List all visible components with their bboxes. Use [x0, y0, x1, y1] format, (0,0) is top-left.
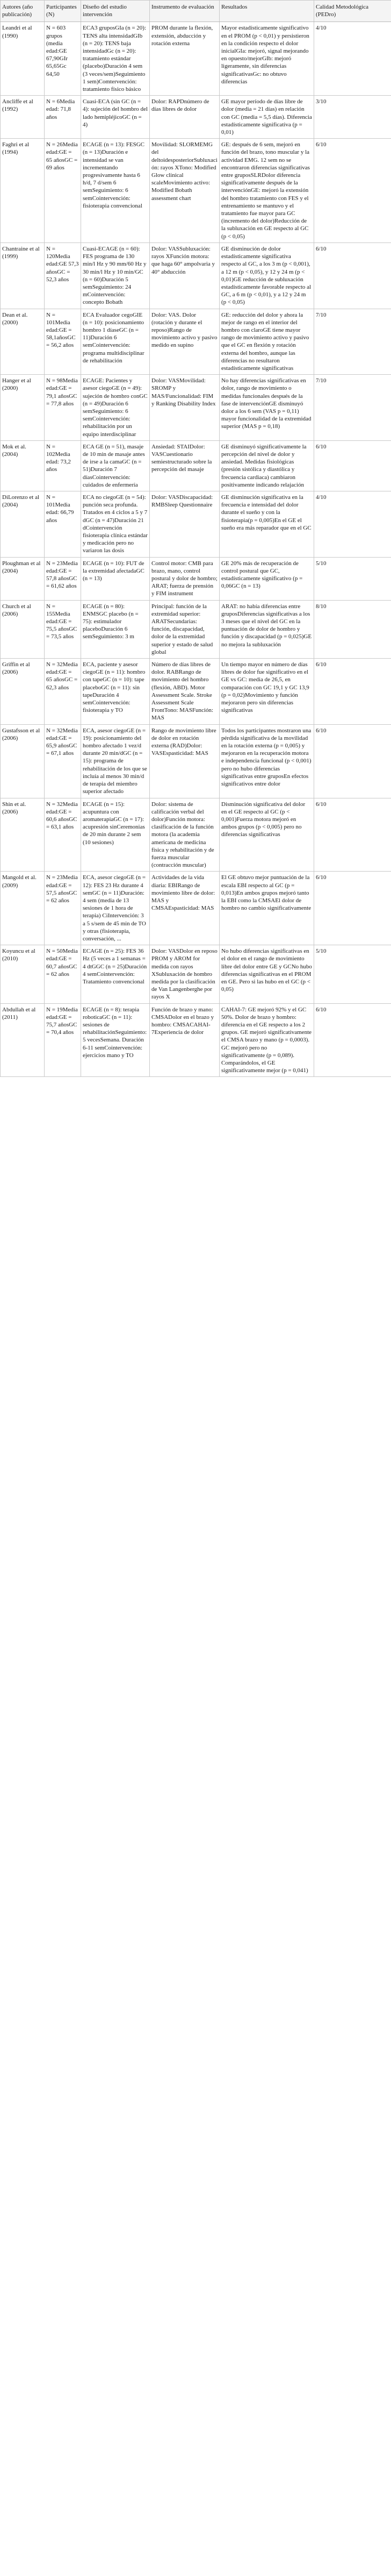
cell-instrument: Dolor: sistema de calificación verbal del dolor)Función motora: clasificación de la función motora (la academia americana de medicina física y rehabilitación y de fuerza muscular (contracción muscular) — [150, 798, 220, 872]
header-instrument: Instrumento de evaluación — [150, 1, 220, 22]
cell-design: ECAGE: Pacientes y asesor ciegoGE (n = 49): sujeción de hombro conGC (n = 49)Duración 6 semSeguimiento: 6 semCointervención: rehabilitación por un equipo interdisciplinar — [81, 375, 150, 441]
cell-author: Ancliffe et al (1992) — [1, 96, 45, 139]
cell-participants: N = 32Media edad:GE = 65 añosGC = 62,3 años — [45, 659, 81, 725]
cell-quality: 7/10 — [314, 375, 391, 441]
header-results: Resultados — [220, 1, 314, 22]
cell-instrument: Dolor: VAS. Dolor (rotación y durante el reposo)Rango de movimiento activo y pasivo medido en supino — [150, 309, 220, 375]
cell-participants: N = 101Media edad: 66,79 años — [45, 491, 81, 557]
cell-design: ECA GE (n = 51), masaje de 10 min de masaje antes de irse a la camaGC (n = 51)Duración 7 díasCointervención: cuidados de enfermería — [81, 440, 150, 491]
table-row — [1, 491, 391, 557]
cell-results: GE mayor período de días libre de dolor (media = 21 días) en relación con GC (media = 5,5 días). Diferencia estadísticamente significativa (p = 0,01) — [220, 96, 314, 139]
cell-results: GE disminución significativa en la frecuencia e intensidad del dolor durante el sueño y con la fisioterapia(p = 0,005)En el GE el sueño era más reparador que en el GC — [220, 491, 314, 557]
cell-instrument: Principal: función de la extremidad superior: ARATSecundarias: función, discapacidad, dolor de la extremidad superior y estado de salud global — [150, 600, 220, 658]
cell-participants: N = 102Media edad: 73,2 años — [45, 440, 81, 491]
cell-participants: N = 32Media edad:GE = 65,9 añosGC = 67,1 años — [45, 724, 81, 798]
cell-author: Ploughman et al (2004) — [1, 557, 45, 600]
cell-quality: 5/10 — [314, 945, 391, 1003]
table-row — [1, 724, 391, 798]
table-row — [1, 242, 391, 309]
cell-instrument: PROM durante la flexión, extensión, abducción y rotación externa — [150, 22, 220, 96]
cell-results: GE disminución de dolor estadísticamente significativa respecto al GC, a los 3 m (p < 0,001), a 12 m (p < 0,05), y 12 y 24 m (p < 0,01)GE reducción de subluxación estadísticamente favorable respecto al GC, a 6 m (p < 0,01), y a 12 y 24 m (p < 0,05) — [220, 242, 314, 309]
cell-author: Shin et al. (2006) — [1, 798, 45, 872]
cell-results: Un tiempo mayor en número de días libres de dolor fue significativo en el GE vs GC: media de 26,5, en comparación con GC 19,1 y GC 13,9 (p = 0,02)Movimiento y función mejoraron pero sin diferencias significativas — [220, 659, 314, 725]
cell-author: Chantraine et al (1999) — [1, 242, 45, 309]
cell-quality: 3/10 — [314, 96, 391, 139]
cell-author: Gustafsson et al (2006) — [1, 724, 45, 798]
table-row — [1, 139, 391, 243]
cell-author: Church et al (2006) — [1, 600, 45, 658]
cell-design: ECA, paciente y asesor ciegoGE (n = 11): hombro con tapeGC (n = 10): tape placeboGC (n = 11): sin tapeDuración 4 semCointervención: fisioterapia y TO — [81, 659, 150, 725]
cell-quality: 4/10 — [314, 491, 391, 557]
studies-table — [0, 0, 391, 1077]
cell-participants: N = 23Media edad:GE = 57,5 añosGC = 62 años — [45, 872, 81, 945]
table-body — [1, 22, 391, 1077]
cell-quality: 5/10 — [314, 557, 391, 600]
cell-results: GE: después de 6 sem, mejoró en función del brazo, tono muscular y la actividad EMG. 12 sem no se encontraron diferencias significativas entre gruposSLRDolor diferencia significativamente después de la intervenciónGE: mejoró la extensión del hombro tratamiento con FES y el entrenamiento se mantuvo y el tratamiento fue mayor para GC (incremento del dolor)Reducción de la subluxación en GE respecto al GC (p < 0,05) — [220, 139, 314, 243]
cell-author: Mangold et al. (2009) — [1, 872, 45, 945]
header-participants: Participantes (N) — [45, 1, 81, 22]
cell-author: Dean et al. (2000) — [1, 309, 45, 375]
table-row — [1, 872, 391, 945]
cell-author: Koyuncu et al (2010) — [1, 945, 45, 1003]
cell-participants: N = 6Media edad: 71,8 años — [45, 96, 81, 139]
cell-design: ECAGE (n = 10): FUT de la extremidad afectadaGC (n = 13) — [81, 557, 150, 600]
cell-results: ARAT: no había diferencias entre gruposDiferencias significativas a los 3 meses que el nivel del GC en la puntuación de dolor de hombro y función y discapacidad (p = 0,025)GE no mejora la subluxación — [220, 600, 314, 658]
cell-participants: N = 32Media edad:GE = 60,6 añosGC = 63,1 años — [45, 798, 81, 872]
cell-quality: 6/10 — [314, 659, 391, 725]
table-row — [1, 440, 391, 491]
cell-instrument: Función de brazo y mano: CMSADolor en el brazo y hombro: CMSACAHAI-7Experiencia de dolor — [150, 1003, 220, 1077]
cell-participants: N = 98Media edad:GE = 79,1 añosGC = 77,8 años — [45, 375, 81, 441]
table-row — [1, 557, 391, 600]
cell-quality: 6/10 — [314, 798, 391, 872]
cell-results: No hubo diferencias significativas en el dolor en el rango de movimiento libre del dolor entre GE y GCNo hubo diferencias significativas en el PROM en GE. Pero si las hubo en el GC (p < 0,05) — [220, 945, 314, 1003]
cell-instrument: Actividades de la vida diaria: EBIRango de movimiento libre de dolor: MAS y CMSAEspasticidad: MAS — [150, 872, 220, 945]
cell-instrument: Dolor: RAPDnúmero de días libres de dolor — [150, 96, 220, 139]
cell-quality: 8/10 — [314, 600, 391, 658]
cell-quality: 6/10 — [314, 1003, 391, 1077]
cell-author: Mok et al. (2004) — [1, 440, 45, 491]
header-design: Diseño del estudio intervención — [81, 1, 150, 22]
header-quality: Calidad Metodológica (PEDro) — [314, 1, 391, 22]
cell-instrument: Movilidad: SLORMEMG del deltoidesposteriorSubluxación: rayos XTono: Modified Glow clinical scaleMovimiento activo: Modified Bobath assessment chart — [150, 139, 220, 243]
cell-instrument: Dolor: VASDiscapacidad: RMBSleep Questionnaire — [150, 491, 220, 557]
cell-instrument: Ansiedad: STAIDolor: VASCuestionario semiestructurado sobre la percepción del masaje — [150, 440, 220, 491]
cell-instrument: Dolor: VASSubluxación: rayos XFunción motora: que haga 60° ampolvaria y 40° abducción — [150, 242, 220, 309]
cell-design: ECA no ciegoGE (n = 54): punción seca profunda. Tratados en 4 ciclos a 5 y 7 dGC (n = 47)Duración 21 dCointervención fisioterapia clínica estándar y medicación pero no variaron las dosis — [81, 491, 150, 557]
cell-results: Todos los participantes mostraron una pérdida significativa de la movilidad en la rotación externa (p = 0,005) y mejoraron en la recuperación motora e independencia funcional (p < 0,001) pero no hubo diferencias significativas entre gruposEn efectos significativos entre dolor — [220, 724, 314, 798]
cell-instrument: Control motor: CMB para brazo, mano, control postural y dolor de hombro; ARAT; fuerza de prensión y FIM instrument — [150, 557, 220, 600]
cell-design: ECA, asesor ciegoGE (n = 12): FES 23 Hz durante 4 semGC (n = 11)Duración: 4 sem (media de 13 sesiones de 1 hora de terapia) CiIntervención: 3 a 5 s/sem de 45 min de TO y otras (fisioterapia, conversación, ... — [81, 872, 150, 945]
table-header-row — [1, 1, 391, 22]
cell-instrument: Rango de movimiento libre de dolor en rotación externa (RAD)Dolor: VASEspasticidad: MAS — [150, 724, 220, 798]
cell-quality: 6/10 — [314, 242, 391, 309]
cell-quality: 6/10 — [314, 139, 391, 243]
cell-quality: 6/10 — [314, 724, 391, 798]
cell-results: Disminución significativa del dolor en el GE respecto al GC (p < 0,001)Fuerza motora mejoró en ambos grupos (p < 0,005) pero no diferencias significativas — [220, 798, 314, 872]
cell-participants: N = 50Media edad:GE = 60,7 añosGC = 62 años — [45, 945, 81, 1003]
cell-instrument: Número de días libres de dolor. RABRango de movimiento del hombro (flexión, ABD). Motor Assessment Scale. Stroke Assessment Scale FrontTono: MASFunción: MAS — [150, 659, 220, 725]
cell-quality: 6/10 — [314, 440, 391, 491]
cell-design: ECAGE (n = 25): FES 36 Hz (5 veces a 1 semanas = 4 dtGGC (n = 25)Duración 4 semCointervención: Tratamiento convencional — [81, 945, 150, 1003]
cell-instrument: Dolor: VASMovilidad: SROMP y MAS/Funcionalidad: FIM y Ranking Disability Index — [150, 375, 220, 441]
cell-participants: N = 19Media edad:GE = 75,7 añosGC = 70,4 años — [45, 1003, 81, 1077]
cell-author: Leandri et al (1990) — [1, 22, 45, 96]
cell-quality: 4/10 — [314, 22, 391, 96]
cell-results: GE 20% más de recuperación de control postural que GC, estadísticamente significativo (p = 0,06GC (n = 13) — [220, 557, 314, 600]
cell-instrument: Dolor: VASDolor en reposo PROM y AROM for medida con rayos XSubluxación de hombro medida por la clasificación de Van Langenberghe por rayos X — [150, 945, 220, 1003]
table-row — [1, 600, 391, 658]
cell-design: Cuasi-ECAGE (n = 60): FES programa de 130 min/l Hz y 90 mm/60 Hz y 30 min/l Hz y 10 min/GC (n = 60)Duración 5 semSeguimiento: 24 mCointervención: concepto Bobath — [81, 242, 150, 309]
cell-author: Griffin et al (2006) — [1, 659, 45, 725]
cell-participants: N = 155Media edad:GE = 75,5 añosGC = 73,5 años — [45, 600, 81, 658]
cell-results: CAHAI-7: GE mejoró 92% y el GC 50%. Dolor de brazo y hombro: diferencia en el GE respecto a los 2 grupos. GE mejoró significativamente el CMSA brazo y mano (p = 0,0003). GC mejoró pero no significativamente (p = 0,089). Comparándolos, el GE significativamente mejor (p = 0,041) — [220, 1003, 314, 1077]
cell-design: ECAGE (n = 80): ENMSGC placebo (n = 75): estimulador placeboDuración 6 semSeguimiento: 3 m — [81, 600, 150, 658]
cell-participants: N = 120Media edad:GE 57,3 añosGC = 52,3 años — [45, 242, 81, 309]
cell-design: ECA3 gruposGIa (n = 20): TENS alta intensidadGIb (n = 20): TENS baja intensidadGc (n = 20): tratamiento estándar (placebo)Duración 4 sem (3 veces/sem)Seguimiento 1 sem)Comtervención: tratamiento físico básico — [81, 22, 150, 96]
cell-quality: 6/10 — [314, 872, 391, 945]
cell-quality: 7/10 — [314, 309, 391, 375]
cell-design: ECAGE (n = 15): acupuntura con aromaterapiaGC (n = 17): acupresión sinCeremonias de 20 min durante 2 sem (10 sesiones) — [81, 798, 150, 872]
cell-design: ECAGE (n = 13): FESGC (n = 13)Duración e intensidad se van incrementando progresivamente hasta 6 h/d, 7 d/sem 6 semSeguimiento: 6 semCointervención: fisioterapia convencional — [81, 139, 150, 243]
cell-results: Mayor estadísticamente significativo en el PROM (p < 0,01) y persistieron en la condición respecto el dolor inicialGIa: mejoró, signal mejorando en opuesto/mejorGIb: mejoró ligeramente, sin diferencias significativasGc: no obtuvo diferencias — [220, 22, 314, 96]
cell-results: No hay diferencias significativas en dolor, rango de movimiento o medidas funcionales después de la fase de intervenciónGE disminuyó dolor a los 6 sem (VAS p = 0,11) mayor funcionalidad de la extremidad superior (MAS p = 0,18) — [220, 375, 314, 441]
cell-design: ECAGE (n = 8): terapia roboticaGC (n = 11): sesiones de rehabilitaciónSeguimiento: 5 vecesSemana. Duración 6-11 semCointervención: ejercicios mano y TO — [81, 1003, 150, 1077]
cell-design: ECA, asesor ciegoGE (n = 19): posicionamiento del hombro afectado 1 vez/d durante 20 min/dGC (n = 15): programa de rehabilitación de los que se incluía al menos 30 min/d de terapia del miembro superior afectado — [81, 724, 150, 798]
table-row — [1, 659, 391, 725]
cell-participants: N = 23Media edad:GE = 57,8 añosGC = 61,62 años — [45, 557, 81, 600]
table-row — [1, 945, 391, 1003]
table-row — [1, 309, 391, 375]
cell-participants: N = 101Media edad:GE = 58,1añosGC = 56,2 años — [45, 309, 81, 375]
cell-results: El GE obtuvo mejor puntuación de la escala EBI respecto al GC (p = 0,013)En ambos grupos mejoró tanto la EBI como la CMSAEl dolor de hombro no cambio significativamente — [220, 872, 314, 945]
cell-author: Abdullah et al (2011) — [1, 1003, 45, 1077]
table-row — [1, 22, 391, 96]
cell-design: ECA Evaluador cegoGIE (n = 10): posicionamiento hombro 1 díaseGC (n = 11)Duración 6 semCointervención: programa multidisciplinar de rehabilitación — [81, 309, 150, 375]
cell-author: DiLorenzo et al (2004) — [1, 491, 45, 557]
studies-table-container — [0, 0, 391, 1077]
table-row — [1, 798, 391, 872]
cell-author: Faghri et al (1994) — [1, 139, 45, 243]
cell-results: GE: reducción del dolor y ahora la mejor de rango en el interior del hombro con claroGE tiene mayor rango de movimiento activo y pasivo que el GC en flexión y rotación externa del hombro, aunque las diferencias no resultaron estadísticamente significativas — [220, 309, 314, 375]
cell-design: Cuasi-ECA (sin GC (n = 4): sujeción del hombro del lado hemipléjicoGC (n = 4) — [81, 96, 150, 139]
cell-results: GE disminuyó significativamente la percepción del nivel de dolor y ansiedad. Medidas fisiológicas (presión sistólica y diastólica y frecuencia cardiaca) cambiaron positivamente indicando relajación — [220, 440, 314, 491]
cell-author: Hanger et al (2000) — [1, 375, 45, 441]
header-author: Autores (año publicación) — [1, 1, 45, 22]
table-row — [1, 96, 391, 139]
table-row — [1, 375, 391, 441]
cell-participants: N = 26Media edad:GE = 65 añosGC = 69 años — [45, 139, 81, 243]
cell-participants: N = 603 grupos (media edad:GE 67,90GIr 65,65Gc 64,50 — [45, 22, 81, 96]
table-row — [1, 1003, 391, 1077]
